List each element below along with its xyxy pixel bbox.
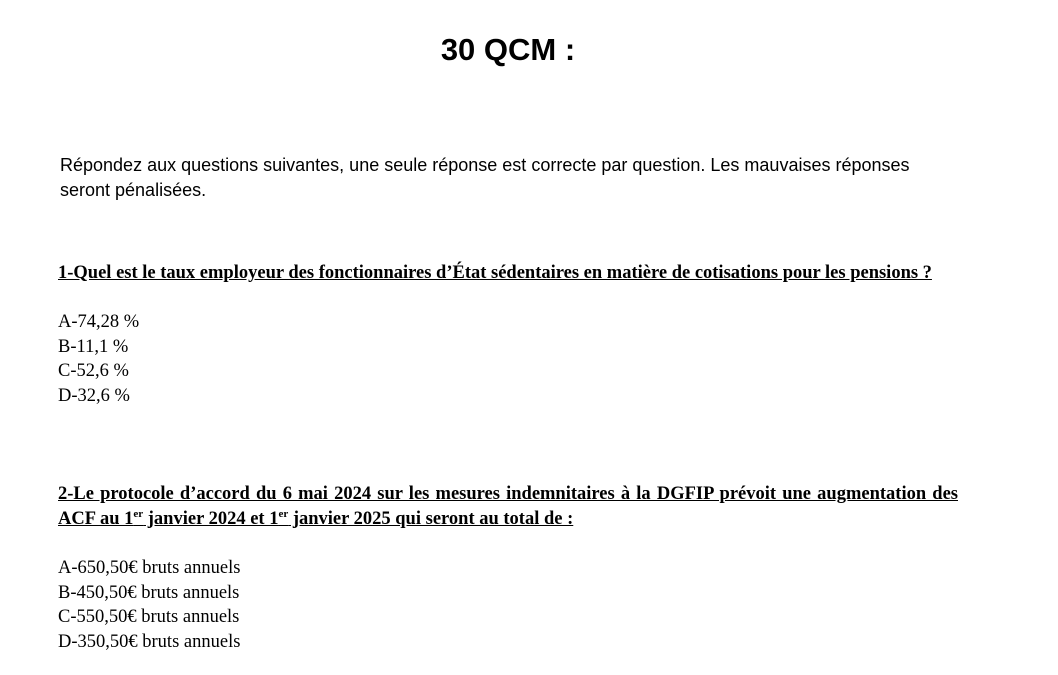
superscript-ordinal: er: [278, 507, 289, 520]
answer-option: D-350,50€ bruts annuels: [58, 631, 241, 652]
question-2-text-part: janvier 2024 et 1: [143, 509, 279, 529]
answer-option: B-11,1 %: [58, 336, 129, 357]
question-2: [58, 482, 958, 654]
question-1: [58, 261, 958, 408]
question-2-text: [58, 482, 958, 532]
answer-option: C-52,6 %: [58, 361, 129, 381]
page-title: 30 QCM :: [440, 32, 576, 67]
answer-option: B-450,50€ bruts annuels: [58, 582, 240, 603]
answer-option: A-650,50€ bruts annuels: [58, 558, 241, 578]
question-2-text-part: 2-Le protocole d’accord du 6 mai 2024 sur les mesures indemnitaires à la DGFIP prévoit une augmentation des ACF au 1: [58, 484, 958, 529]
question-2-answers: [58, 556, 958, 654]
instructions-text: Répondez aux questions suivantes, une seule réponse est correcte par question. Les mauvaises réponses seront pénalisées.: [60, 155, 910, 200]
question-1-answers: [58, 310, 958, 408]
superscript-ordinal: er: [133, 507, 144, 520]
question-1-text: 1-Quel est le taux employeur des fonctionnaires d’État sédentaires en matière de cotisations pour les pensions ?: [58, 263, 932, 283]
answer-option: A-74,28 %: [58, 312, 140, 332]
question-2-text-part: janvier 2025 qui seront au total de :: [288, 509, 574, 529]
answer-option: D-32,6 %: [58, 385, 130, 406]
answer-option: C-550,50€ bruts annuels: [58, 607, 240, 627]
